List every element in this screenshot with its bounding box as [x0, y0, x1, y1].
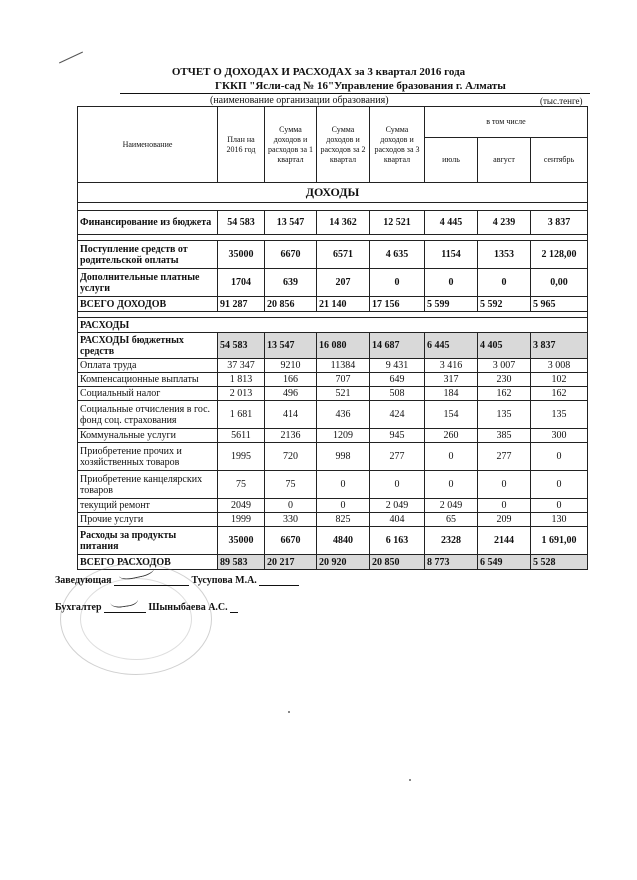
header-august: август [478, 138, 531, 183]
food-expenses-row: Расходы за продукты питания 35000 6670 4840 6 163 2328 2144 1 691,00 [78, 527, 588, 555]
accountant-label: Бухгалтер [55, 602, 102, 613]
table-row: Социальный налог 2 013 496 521 508 184 162 162 [78, 387, 588, 401]
header-name: Наименование [78, 107, 218, 183]
header-row-top [78, 107, 588, 138]
head-name: Тусупова М.А. [191, 575, 257, 586]
budget-expenses-row: РАСХОДЫ бюджетных средств 54 583 13 547 16 080 14 687 6 445 4 405 3 837 [78, 333, 588, 359]
head-signature-line [55, 575, 299, 586]
scan-dot [409, 779, 411, 781]
expense-total-row: ВСЕГО РАСХОДОВ 89 583 20 217 20 920 20 850 8 773 6 549 5 528 [78, 555, 588, 570]
report-table [77, 106, 588, 570]
header-q3: Сумма доходов и расходов за 3 квартал [370, 107, 425, 183]
organization-name: ГККП "Ясли-сад № 16"Управление бразования г. Алматы [120, 80, 590, 94]
table-row: Поступление средств от родительской оплаты 35000 6670 6571 4 635 1154 1353 2 128,00 [78, 241, 588, 269]
expenses-heading: РАСХОДЫ [78, 318, 588, 333]
table-row: Приобретение канцелярских товаров 75 75 0 0 0 0 0 [78, 471, 588, 499]
scan-dot [288, 711, 290, 713]
table-row: Дополнительные платные услуги 1704 639 207 0 0 0 0,00 [78, 269, 588, 297]
table-row: Коммунальные услуги 5611 2136 1209 945 260 385 300 [78, 429, 588, 443]
header-q2: Сумма доходов и расходов за 2 квартал [317, 107, 370, 183]
table-row: Финансирование из бюджета 54 583 13 547 14 362 12 521 4 445 4 239 3 837 [78, 211, 588, 235]
scan-mark [59, 52, 83, 64]
income-heading-row [78, 183, 588, 203]
table-row: Прочие услуги 1999 330 825 404 65 209 130 [78, 513, 588, 527]
header-plan: План на 2016 год [218, 107, 265, 183]
units-label: (тыс.тенге) [540, 96, 583, 106]
table-row: текущий ремонт 2049 0 0 2 049 2 049 0 0 [78, 499, 588, 513]
accountant-signature-field [104, 612, 146, 613]
table-row: Компенсационные выплаты 1 813 166 707 649 317 230 102 [78, 373, 588, 387]
accountant-name: Шыныбаева А.С. [148, 602, 228, 613]
header-q1: Сумма доходов и расходов за 1 квартал [265, 107, 317, 183]
expenses-heading-row [78, 318, 588, 333]
table-row: Оплата труда 37 347 9210 11384 9 431 3 416 3 007 3 008 [78, 359, 588, 373]
header-september: сентябрь [531, 138, 588, 183]
header-july: июль [425, 138, 478, 183]
header-including: в том числе [425, 107, 588, 138]
income-heading: ДОХОДЫ [78, 183, 588, 203]
table-row: Социальные отчисления в гос. фонд соц. страхования 1 681 414 436 424 154 135 135 [78, 401, 588, 429]
head-label: Заведующая [55, 575, 112, 586]
table-row: Приобретение прочих и хозяйственных товаров 1995 720 998 277 0 277 0 [78, 443, 588, 471]
organization-caption: (наименование организации образования) [210, 95, 389, 106]
report-title: ОТЧЕТ О ДОХОДАХ И РАСХОДАХ за 3 квартал 2016 года [171, 66, 466, 78]
accountant-signature-line [55, 602, 238, 613]
income-total-row: ВСЕГО ДОХОДОВ 91 287 20 856 21 140 17 156 5 599 5 592 5 965 [78, 297, 588, 312]
head-signature-field [114, 585, 189, 586]
